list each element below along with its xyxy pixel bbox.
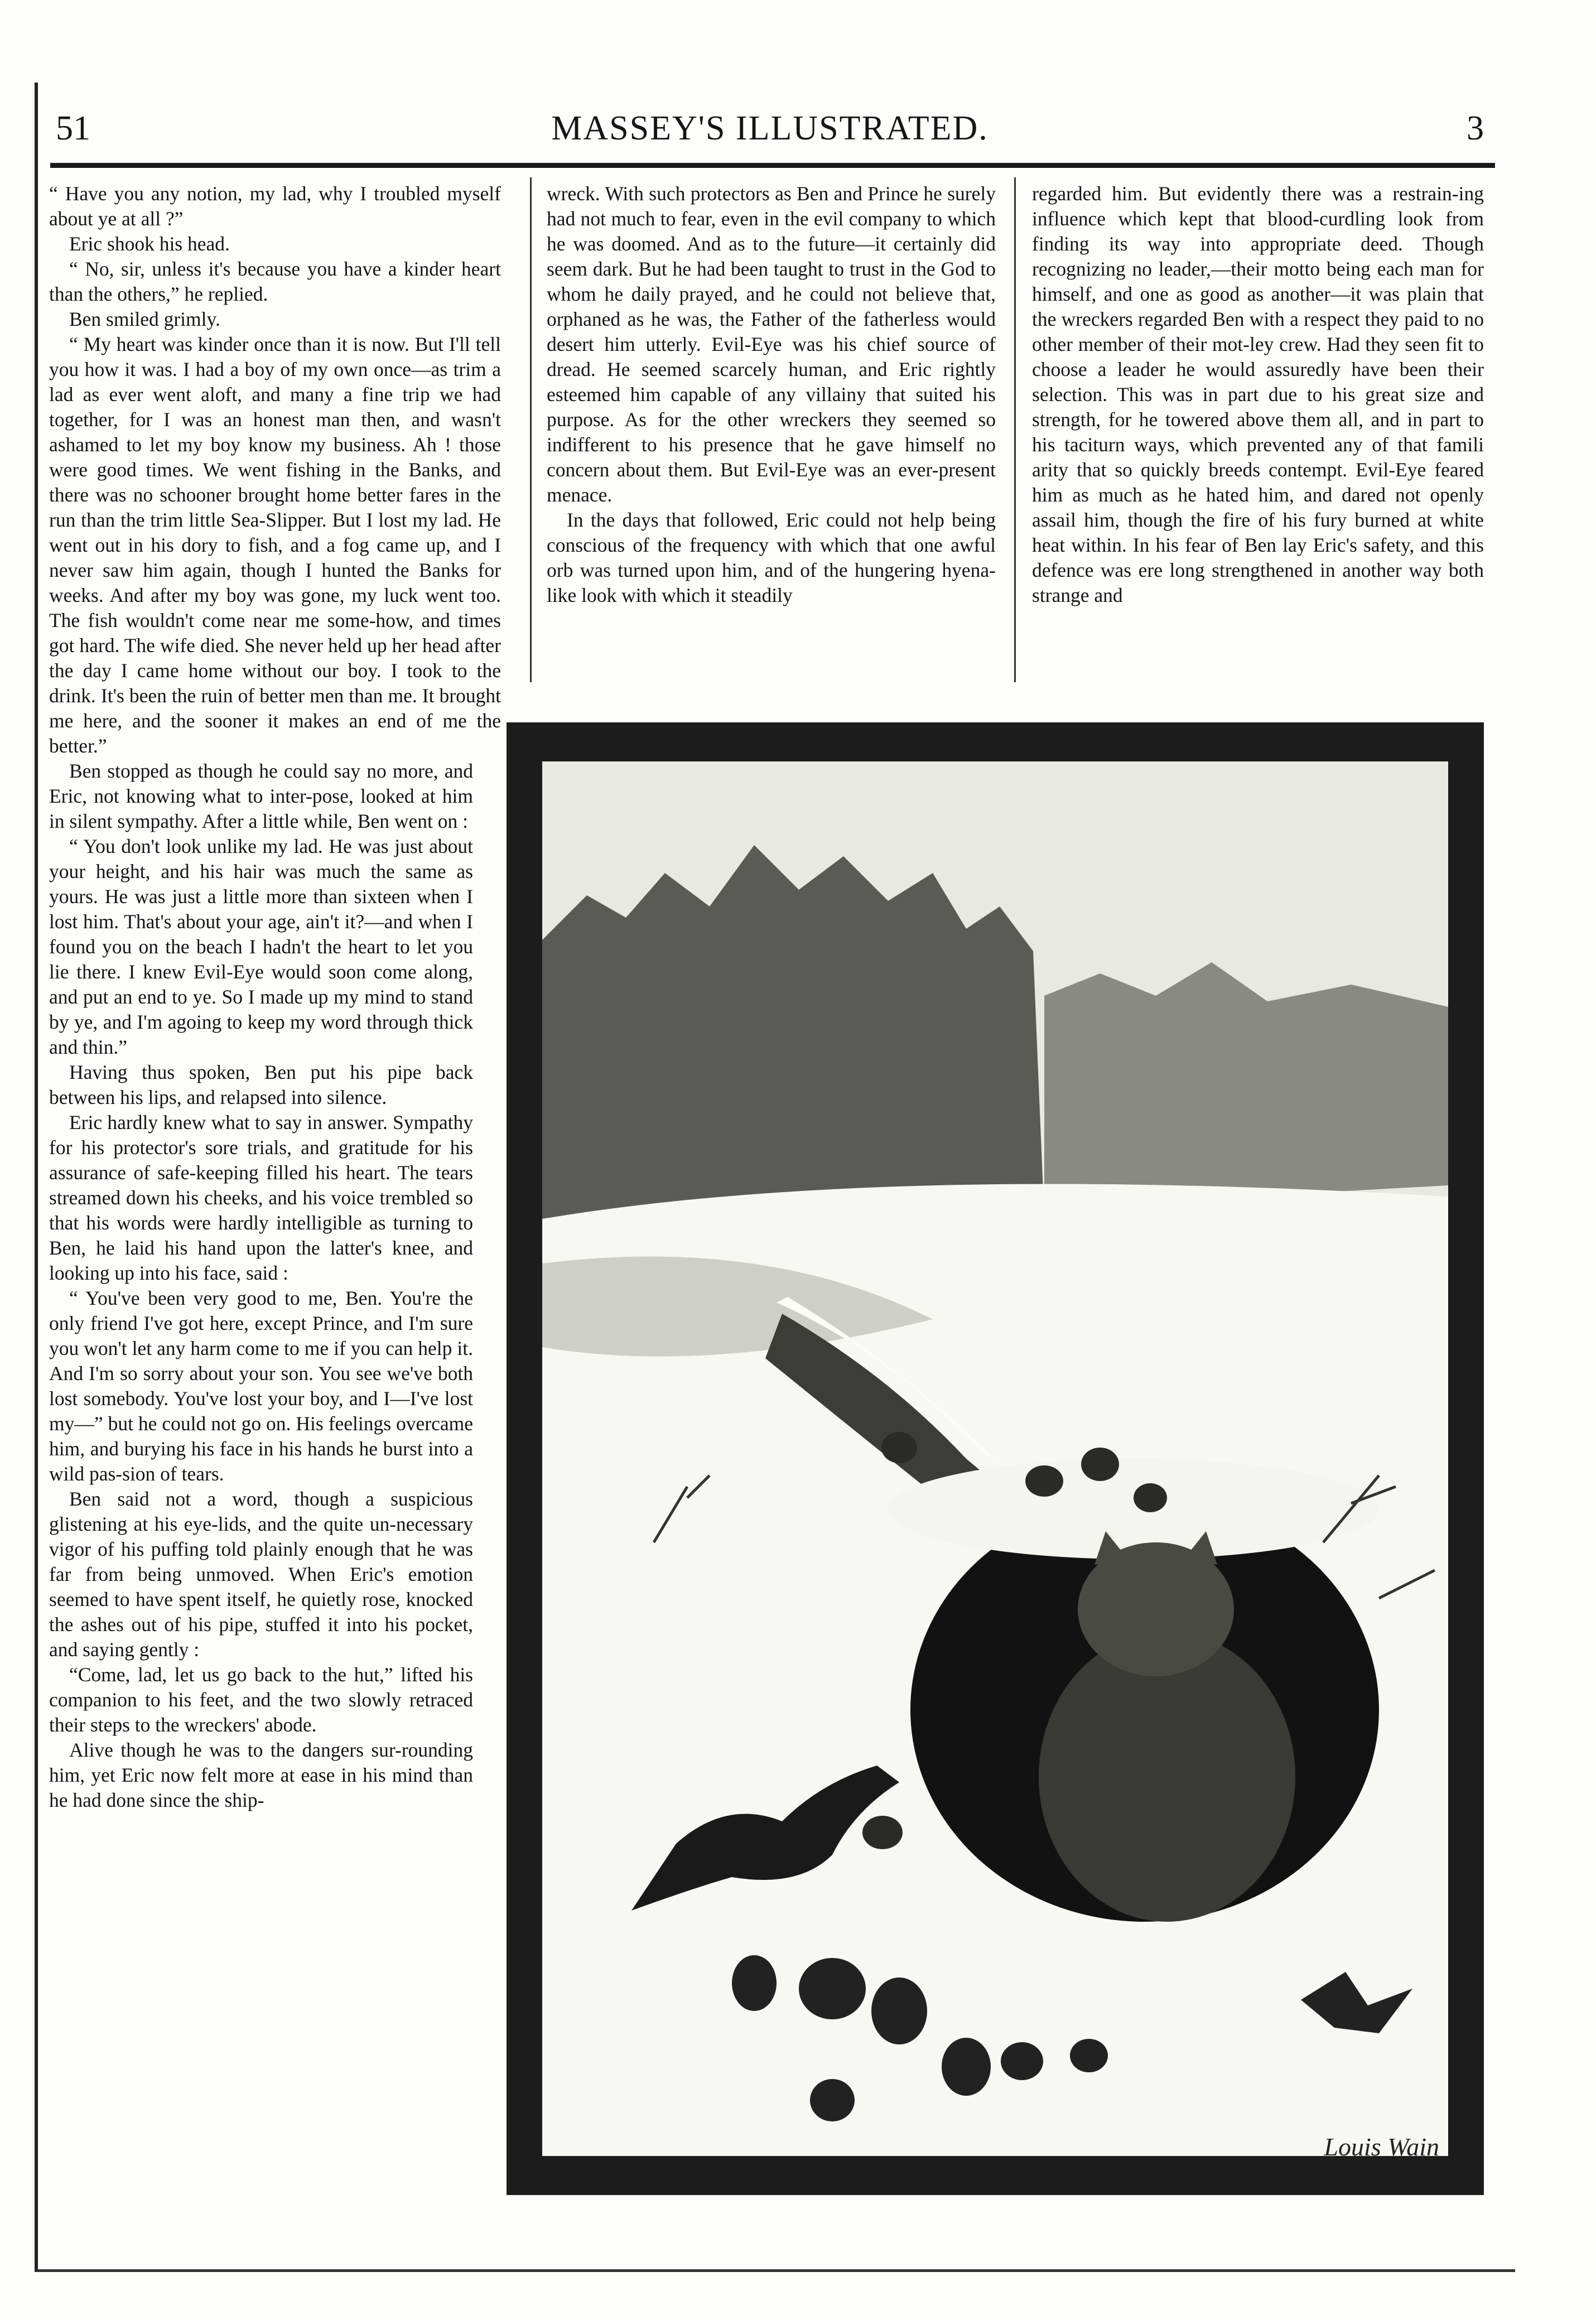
sparrow: [1025, 1465, 1063, 1497]
text-column-1: [49, 181, 501, 1813]
sparrow: [1070, 2039, 1108, 2072]
paragraph: “ Have you any notion, my lad, why I troubled myself about ye at all ?”: [49, 182, 501, 230]
paragraph: Ben smiled grimly.: [69, 308, 220, 330]
artist-signature: Louis Wain: [1324, 2133, 1439, 2161]
paragraph: “ You don't look unlike my lad. He was just about your height, and his hair was much the same as yours. He was just a little more than sixteen when I lost him. That's about your age, ain't it?—and when I found you on the beach I hadn't the heart to let you lie there. I knew Evil-Eye would soon come along, and put an end to ye. So I made up my mind to stand by ye, and I'm agoing to keep my word through thick and thin.”: [49, 835, 473, 1058]
winter-scene-illustration: [542, 761, 1448, 2156]
paragraph: “Come, lad, let us go back to the hut,” lifted his companion to his feet, and the two slowly retraced their steps to the wreckers' abode.: [49, 1663, 473, 1736]
distant-trees: [1044, 962, 1448, 1208]
narrow-column-block: [49, 759, 473, 1813]
paragraph: “ No, sir, unless it's because you have a kinder heart than the others,” he replied.: [49, 258, 501, 305]
illustration-frame: [507, 722, 1484, 2195]
header-rule: [50, 163, 1495, 168]
sparrow: [732, 1955, 777, 2011]
page-number-right: 3: [1467, 109, 1484, 147]
sparrow: [862, 1816, 903, 1849]
paragraph: Having thus spoken, Ben put his pipe back between his lips, and relapsed into silence.: [49, 1061, 473, 1108]
sparrow: [871, 1977, 927, 2044]
page-header: [45, 103, 1495, 159]
sparrow: [881, 1432, 917, 1463]
paragraph: “ My heart was kinder once than it is now. But I'll tell you how it was. I had a boy of my own once—as trim a lad as ever went aloft, and many a fine trip we had together, for I was an honest man then, and wasn't ashamed to let my boy know my business. Ah ! those were good times. We went fishing in the Banks, and there was no schooner brought home better fares in the run than the trim little Sea-Slipper. But I lost my lad. He went out in his dory to fish, and a fog came up, and I never saw him again, though I hunted the Banks for weeks. And after my boy was gone, my luck went too. The fish wouldn't come near me some-how, and times got hard. The wife died. She never held up her head after the day I came home without our boy. I took to the drink. It's been the ruin of better men than me. It brought me here, and the sooner it makes an end of me the better.”: [49, 333, 501, 757]
paragraph: wreck. With such protectors as Ben and Prince he surely had not much to fear, even in the evil company to which he was doomed. And as to the future—it certainly did seem dark. But he had been taught to trust in the God to whom he daily prayed, and he could not believe that, orphaned as he was, the Father of the fatherless would desert him utterly. Evil-Eye was his chief source of dread. He seemed scarcely human, and Eric rightly esteemed him capable of any villainy that suited his purpose. As for the other wreckers they seemed so indifferent to his presence that he gave himself no concern about them. But Evil-Eye was an ever-present menace.: [547, 182, 996, 506]
page-number-left: 51: [56, 109, 90, 147]
column-divider-1: [530, 177, 532, 682]
sparrow: [799, 1958, 866, 2019]
masthead-title: MASSEY'S ILLUSTRATED.: [551, 109, 989, 147]
column-divider-2: [1014, 177, 1016, 682]
paragraph: In the days that followed, Eric could not help being conscious of the frequency with which that one awful orb was turned upon him, and of the hungering hyena-like look with which it steadily: [547, 509, 996, 606]
paragraph: Ben said not a word, though a suspicious glistening at his eye-lids, and the quite un-necessary vigor of his puffing told plainly enough that he was far from being unmoved. When Eric's emotion seemed to have spent itself, he quietly rose, knocked the ashes out of his pipe, stuffed it into his pocket, and saying gently :: [49, 1488, 473, 1661]
text-column-2: [547, 181, 996, 608]
log-snow-cap: [888, 1459, 1379, 1559]
sparrow: [1001, 2042, 1043, 2080]
sparrow: [942, 2038, 991, 2096]
sparrow: [810, 2079, 855, 2121]
paragraph: “ You've been very good to me, Ben. You're the only friend I've got here, except Prince, and I'm sure you won't let any harm come to me if you can help it. And I'm so sorry about your son. You see we've both lost somebody. You've lost your boy, and I—I've lost my—” but he could not go on. His feelings overcame him, and burying his face in his hands he burst into a wild pas-sion of tears.: [49, 1287, 473, 1485]
paragraph: regarded him. But evidently there was a restrain-ing influence which kept that blood-curdling look from finding its way into appropriate deed. Though recognizing no leader,—their motto being each man for himself, and one as good as another—it was plain that the wreckers regarded Ben with a respect they paid to no other member of their mot-ley crew. Had they seen fit to choose a leader he would assuredly have been their selection. This was in part due to his great size and strength, for he towered above them all, and in part to his taciturn ways, which prevented any of that famili arity that so quickly breeds contempt. Evil-Eye feared him as much as he hated him, and dared not openly assail him, though the fire of his fury burned at white heat within. In his fear of Ben lay Eric's safety, and this defence was ere long strengthened in another way both strange and: [1032, 182, 1484, 606]
text-column-3: [1032, 181, 1484, 608]
paragraph: Alive though he was to the dangers sur-rounding him, yet Eric now felt more at ease in his mind than he had done since the ship-: [49, 1739, 473, 1811]
sparrow: [1081, 1448, 1119, 1481]
sparrow: [1134, 1483, 1167, 1512]
paragraph: Ben stopped as though he could say no more, and Eric, not knowing what to inter-pose, looked at him in silent sympathy. After a little while, Ben went on :: [49, 760, 473, 832]
paragraph: Eric shook his head.: [69, 233, 230, 255]
paragraph: Eric hardly knew what to say in answer. Sympathy for his protector's sore trials, and gratitude for his assurance of safe-keeping filled his heart. The tears streamed down his cheeks, and his voice trembled so that his words were hardly intelligible as turning to Ben, he laid his hand upon the latter's knee, and looking up into his face, said :: [49, 1111, 473, 1284]
